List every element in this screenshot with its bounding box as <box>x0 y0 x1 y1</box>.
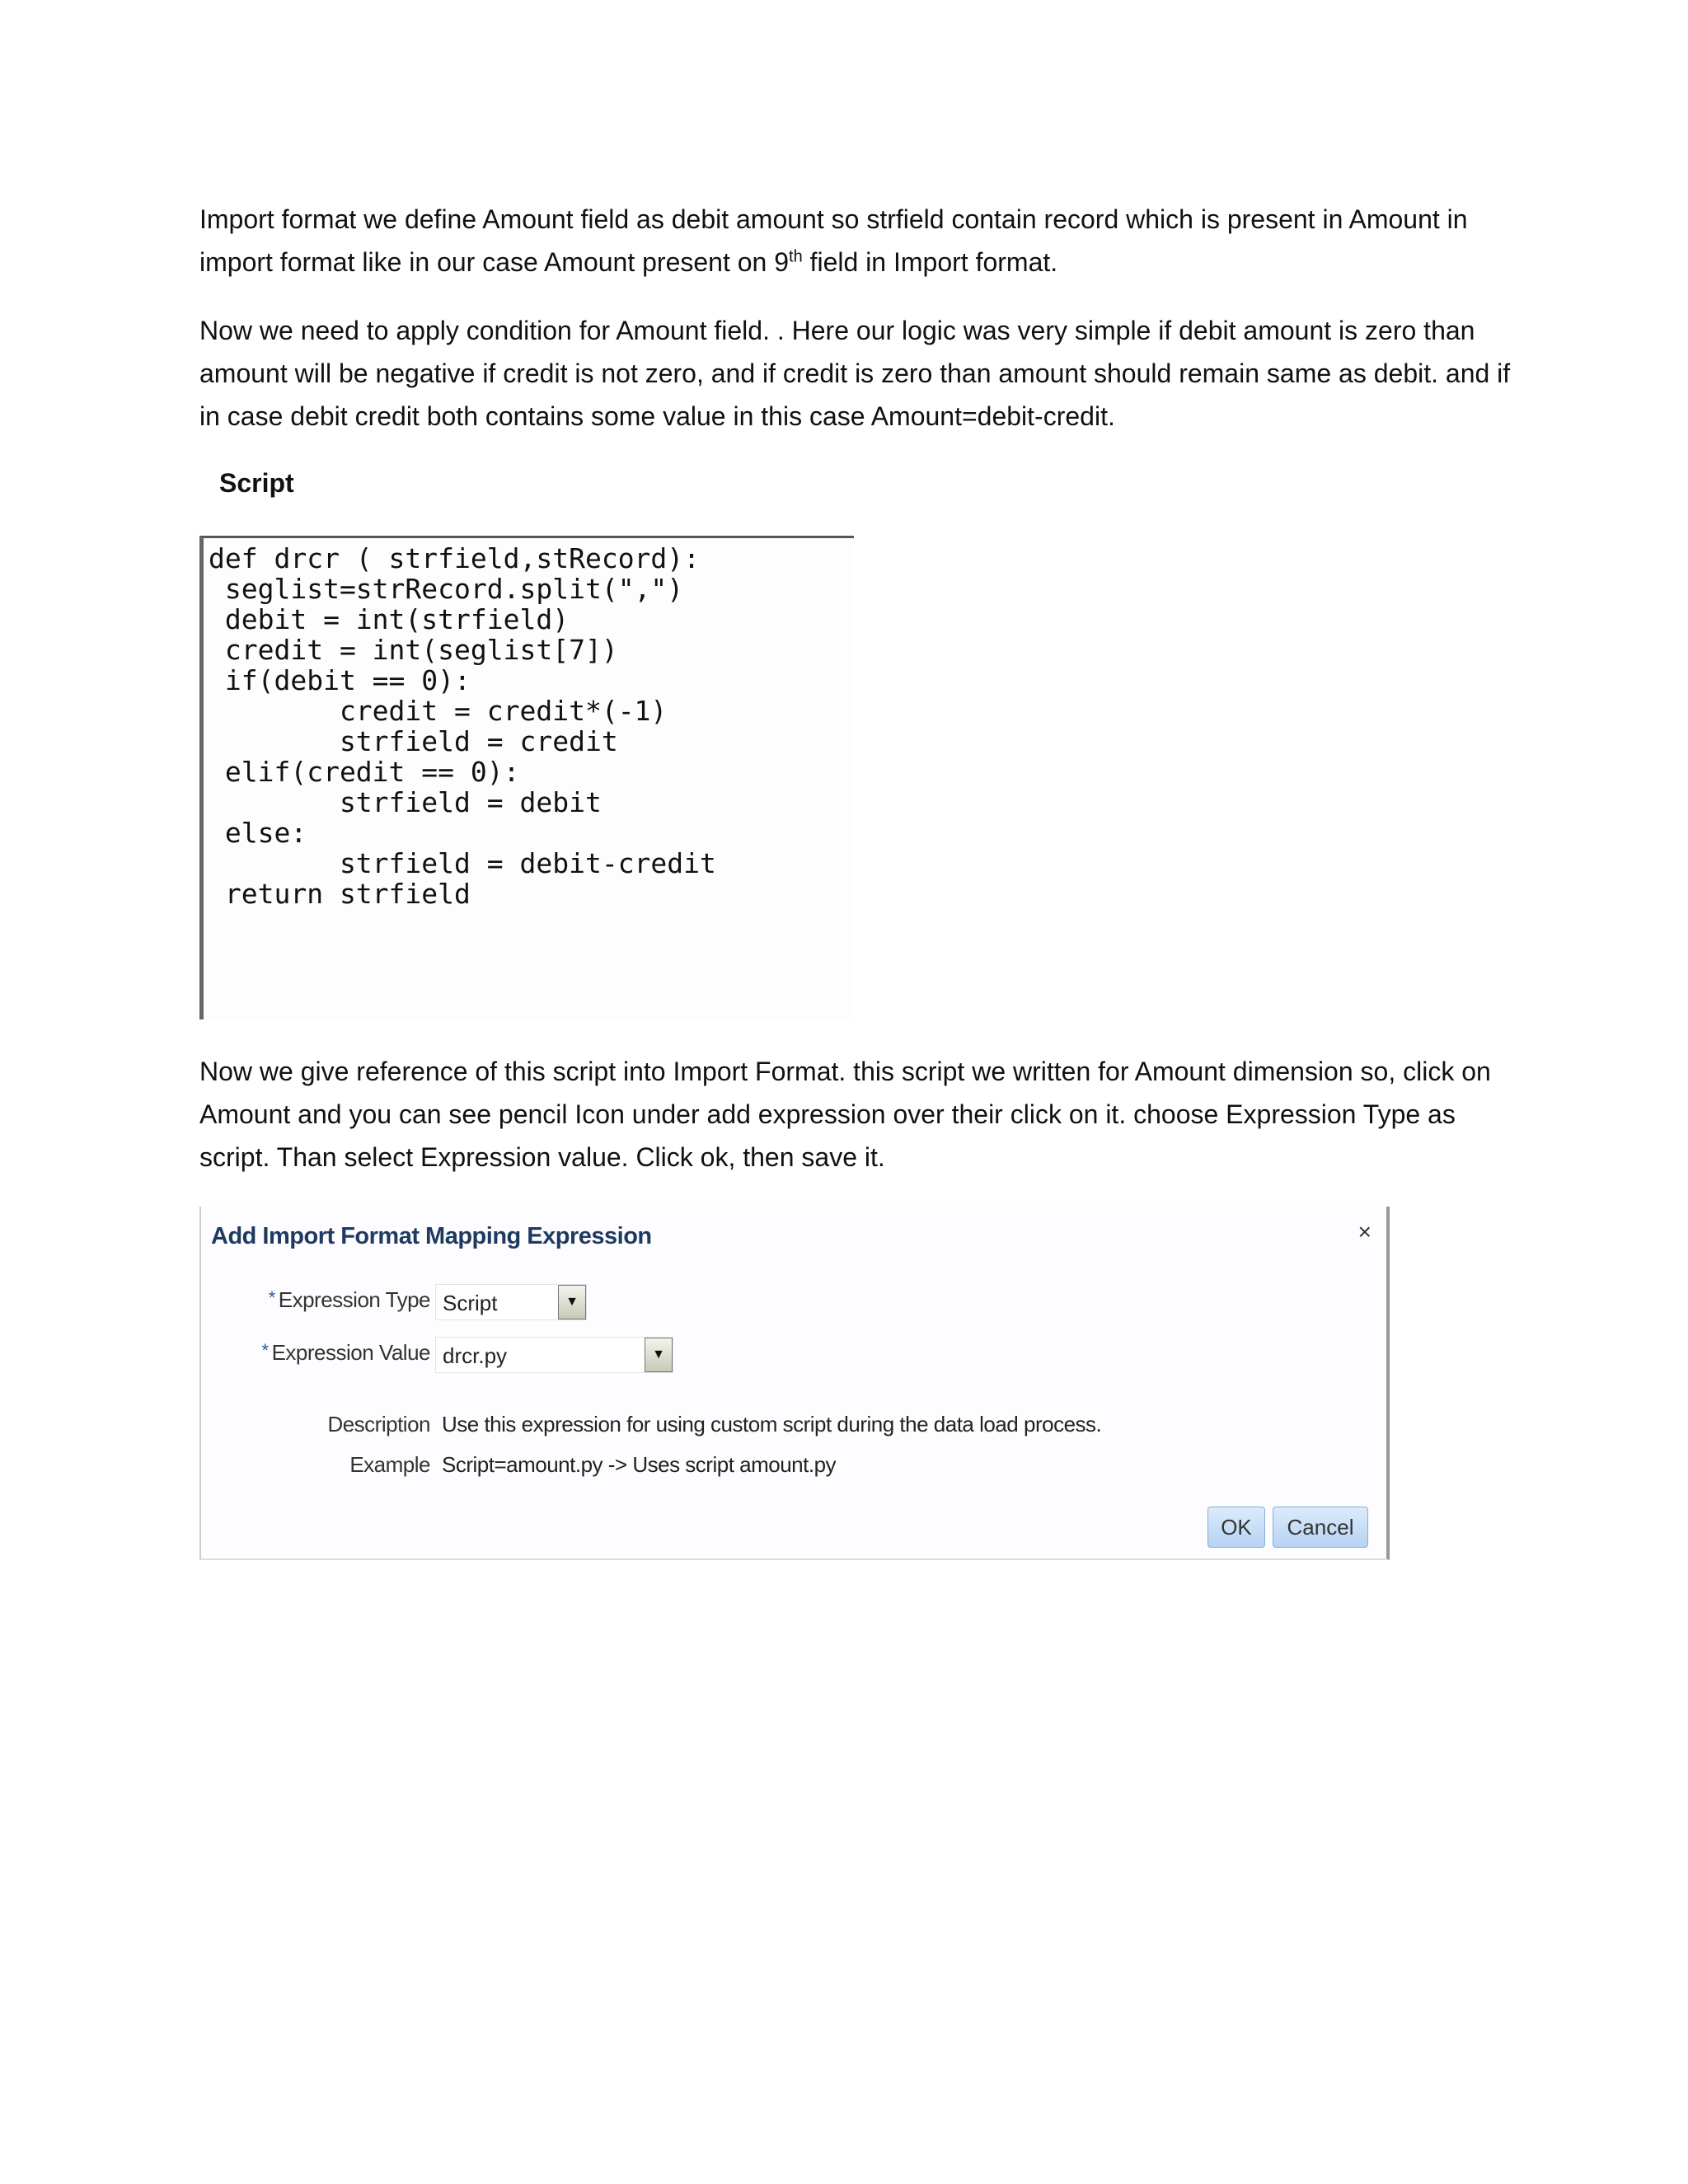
superscript: th <box>789 247 803 266</box>
add-import-format-mapping-expression-dialog <box>199 1207 1390 1560</box>
required-icon: * <box>268 1287 275 1308</box>
example-label: Example <box>349 1452 430 1477</box>
label-text: Expression Type <box>278 1287 430 1312</box>
code-text: def drcr ( strfield,stRecord): seglist=strRecord.split(",") debit = int(strfield) credit = int(seglist[7]) if(debit == 0): credit = credit*(-1) strfield = credit elif(credit == 0): strfield = debit else: strfield = debit-credit return strfield <box>209 542 716 910</box>
expression-type-label <box>269 1287 430 1313</box>
paragraph-condition: Now we need to apply condition for Amount field. . Here our logic was very simple if debit amount is zero than amount will be negative if credit is not zero, and if credit is zero than amount should remain same as debit. and if in case debit credit both contains some value in this case Amount=debit-credit. <box>199 316 1511 431</box>
expression-type-select[interactable] <box>435 1284 587 1320</box>
required-icon: * <box>261 1340 269 1361</box>
expression-value-value: drcr.py <box>443 1343 508 1368</box>
close-icon[interactable]: × <box>1357 1219 1372 1244</box>
paragraph-text: field in Import format. <box>802 247 1058 277</box>
expression-value-select[interactable] <box>435 1337 673 1373</box>
paragraph-text: Import format we define Amount field as debit amount so strfield contain record which is present in Amount in import format like in our case Amount present on 9 <box>199 204 1468 277</box>
label-text: Expression Value <box>271 1340 430 1365</box>
chevron-down-icon[interactable]: ▼ <box>558 1285 586 1319</box>
paragraph-reference: Now we give reference of this script into Import Format. this script we written for Amount dimension so, click on Amount and you can see pencil Icon under add expression over their click on it. choose Expression Type as script. Than select Expression value. Click ok, then save it. <box>199 1057 1491 1172</box>
code-block <box>199 536 854 1019</box>
ok-button[interactable]: OK <box>1207 1507 1265 1548</box>
description-label: Description <box>327 1412 430 1436</box>
chevron-down-icon[interactable]: ▼ <box>645 1338 673 1372</box>
expression-value-label <box>262 1340 430 1366</box>
dialog-title: Add Import Format Mapping Expression <box>211 1223 652 1249</box>
example-value: Script=amount.py -> Uses script amount.py <box>442 1452 837 1477</box>
description-value: Use this expression for using custom script during the data load process. <box>442 1412 1102 1436</box>
cancel-button[interactable]: Cancel <box>1273 1507 1368 1548</box>
script-heading: Script <box>219 468 294 498</box>
expression-type-value: Script <box>443 1291 498 1315</box>
paragraph-import-format <box>199 198 1518 284</box>
